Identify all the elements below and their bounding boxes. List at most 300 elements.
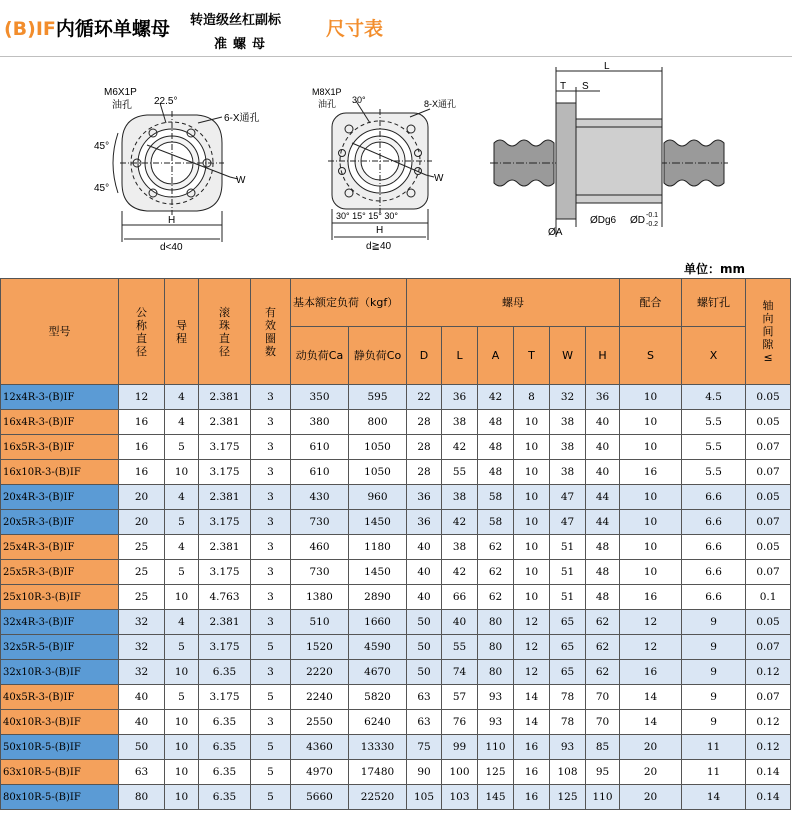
cell-clearance: 0.07 xyxy=(746,685,791,710)
cell-X: 9 xyxy=(682,660,746,685)
cell-X: 11 xyxy=(682,760,746,785)
cell-ball-dia: 2.381 xyxy=(199,610,251,635)
cell-H: 62 xyxy=(586,660,620,685)
cell-A: 48 xyxy=(478,435,514,460)
cell-X: 5.5 xyxy=(682,435,746,460)
cell-model: 40x10R-3-(B)IF xyxy=(1,710,119,735)
header-nominal-dia-text: 公称直径 xyxy=(136,305,147,358)
cell-clearance: 0.1 xyxy=(746,585,791,610)
cell-model: 25x10R-3-(B)IF xyxy=(1,585,119,610)
cell-model: 12x4R-3-(B)IF xyxy=(1,385,119,410)
cell-S: 16 xyxy=(620,585,682,610)
header-W: W xyxy=(550,327,586,385)
cell-ball-dia: 3.175 xyxy=(199,685,251,710)
cell-ball-dia: 4.763 xyxy=(199,585,251,610)
cell-A: 93 xyxy=(478,710,514,735)
cell-nominal-dia: 40 xyxy=(119,710,165,735)
cell-L: 103 xyxy=(442,785,478,810)
cell-S: 10 xyxy=(620,535,682,560)
cell-dyn-load: 1380 xyxy=(291,585,349,610)
cell-ball-dia: 2.381 xyxy=(199,410,251,435)
cell-D: 36 xyxy=(407,510,442,535)
cell-nominal-dia: 16 xyxy=(119,460,165,485)
cell-nominal-dia: 32 xyxy=(119,610,165,635)
cell-S: 10 xyxy=(620,435,682,460)
spec-table xyxy=(0,278,791,810)
cell-T: 8 xyxy=(514,385,550,410)
cell-lead: 4 xyxy=(165,535,199,560)
cell-nominal-dia: 32 xyxy=(119,635,165,660)
cell-D: 90 xyxy=(407,760,442,785)
cell-L: 57 xyxy=(442,685,478,710)
cell-turns: 3 xyxy=(251,710,291,735)
header-H: H xyxy=(586,327,620,385)
cell-stat-load: 960 xyxy=(349,485,407,510)
cell-turns: 5 xyxy=(251,735,291,760)
side-tol-lower: -0.2 xyxy=(646,221,659,228)
cell-X: 9 xyxy=(682,610,746,635)
cell-X: 4.5 xyxy=(682,385,746,410)
cell-H: 95 xyxy=(586,760,620,785)
cell-dyn-load: 2550 xyxy=(291,710,349,735)
cell-clearance: 0.05 xyxy=(746,410,791,435)
cell-model: 50x10R-5-(B)IF xyxy=(1,735,119,760)
cell-stat-load: 4670 xyxy=(349,660,407,685)
header-D: D xyxy=(407,327,442,385)
cell-S: 12 xyxy=(620,635,682,660)
cell-lead: 4 xyxy=(165,410,199,435)
cell-L: 42 xyxy=(442,560,478,585)
cell-X: 9 xyxy=(682,685,746,710)
cell-X: 6.6 xyxy=(682,535,746,560)
cell-L: 76 xyxy=(442,710,478,735)
cell-turns: 3 xyxy=(251,510,291,535)
cell-turns: 5 xyxy=(251,760,291,785)
cell-model: 32x10R-3-(B)IF xyxy=(1,660,119,685)
side-t-label: T xyxy=(560,81,567,92)
cell-D: 40 xyxy=(407,585,442,610)
cell-S: 10 xyxy=(620,410,682,435)
cell-T: 12 xyxy=(514,660,550,685)
cell-stat-load: 4590 xyxy=(349,635,407,660)
spec-table-body xyxy=(1,385,791,810)
header-stat-load: 静负荷Co xyxy=(349,327,407,385)
cell-dyn-load: 430 xyxy=(291,485,349,510)
cell-S: 16 xyxy=(620,460,682,485)
cell-lead: 10 xyxy=(165,660,199,685)
cell-H: 62 xyxy=(586,635,620,660)
cell-ball-dia: 3.175 xyxy=(199,510,251,535)
cell-stat-load: 5820 xyxy=(349,685,407,710)
cell-H: 70 xyxy=(586,710,620,735)
cell-H: 44 xyxy=(586,485,620,510)
cell-S: 20 xyxy=(620,735,682,760)
cell-S: 12 xyxy=(620,610,682,635)
cell-H: 48 xyxy=(586,585,620,610)
cell-H: 40 xyxy=(586,410,620,435)
cell-stat-load: 1450 xyxy=(349,510,407,535)
cell-dyn-load: 350 xyxy=(291,385,349,410)
cell-ball-dia: 6.35 xyxy=(199,735,251,760)
cell-stat-load: 13330 xyxy=(349,735,407,760)
cell-lead: 5 xyxy=(165,435,199,460)
cell-dyn-load: 2240 xyxy=(291,685,349,710)
cell-S: 10 xyxy=(620,510,682,535)
cell-nominal-dia: 32 xyxy=(119,660,165,685)
cell-S: 14 xyxy=(620,685,682,710)
cell-T: 10 xyxy=(514,410,550,435)
cell-stat-load: 6240 xyxy=(349,710,407,735)
cell-L: 38 xyxy=(442,535,478,560)
cell-ball-dia: 2.381 xyxy=(199,485,251,510)
cell-D: 36 xyxy=(407,485,442,510)
cell-D: 63 xyxy=(407,685,442,710)
cell-clearance: 0.05 xyxy=(746,485,791,510)
cell-W: 38 xyxy=(550,435,586,460)
cell-clearance: 0.07 xyxy=(746,460,791,485)
cell-D: 50 xyxy=(407,660,442,685)
cell-clearance: 0.12 xyxy=(746,710,791,735)
cell-L: 40 xyxy=(442,610,478,635)
cell-H: 85 xyxy=(586,735,620,760)
table-row xyxy=(1,485,791,510)
table-row xyxy=(1,760,791,785)
table-row xyxy=(1,735,791,760)
header-ball-dia xyxy=(199,279,251,385)
cell-A: 110 xyxy=(478,735,514,760)
cell-W: 65 xyxy=(550,660,586,685)
cell-lead: 10 xyxy=(165,710,199,735)
cell-H: 62 xyxy=(586,610,620,635)
middle-thread-label: M8X1P xyxy=(312,87,342,97)
cell-D: 50 xyxy=(407,610,442,635)
cell-D: 28 xyxy=(407,460,442,485)
cell-ball-dia: 3.175 xyxy=(199,635,251,660)
header-model: 型号 xyxy=(1,279,119,385)
side-a-label: ØA xyxy=(548,227,563,238)
cell-T: 14 xyxy=(514,710,550,735)
cell-S: 10 xyxy=(620,485,682,510)
cell-turns: 3 xyxy=(251,660,291,685)
table-row xyxy=(1,385,791,410)
cell-S: 10 xyxy=(620,560,682,585)
cell-H: 44 xyxy=(586,510,620,535)
cell-L: 66 xyxy=(442,585,478,610)
cell-T: 16 xyxy=(514,785,550,810)
side-dg6-label: ØDg6 xyxy=(590,215,617,226)
title-main-text: 内循环单螺母 xyxy=(55,18,170,40)
cell-X: 6.6 xyxy=(682,585,746,610)
cell-nominal-dia: 50 xyxy=(119,735,165,760)
cell-clearance: 0.14 xyxy=(746,760,791,785)
middle-h-label: H xyxy=(376,225,384,236)
header-lead-text: 导程 xyxy=(176,318,187,345)
header-load: 基本额定负荷（kgf） xyxy=(291,279,407,327)
cell-stat-load: 1050 xyxy=(349,460,407,485)
cell-ball-dia: 6.35 xyxy=(199,710,251,735)
cell-model: 25x4R-3-(B)IF xyxy=(1,535,119,560)
cell-X: 6.6 xyxy=(682,560,746,585)
header-fit: 配合 xyxy=(620,279,682,327)
left-w-label: W xyxy=(236,175,246,186)
cell-W: 38 xyxy=(550,410,586,435)
table-row xyxy=(1,585,791,610)
cell-H: 110 xyxy=(586,785,620,810)
left-angle-45a: 45° xyxy=(94,141,110,152)
cell-W: 32 xyxy=(550,385,586,410)
table-row xyxy=(1,435,791,460)
cell-T: 10 xyxy=(514,460,550,485)
cell-dyn-load: 730 xyxy=(291,510,349,535)
cell-L: 36 xyxy=(442,385,478,410)
cell-lead: 10 xyxy=(165,735,199,760)
cell-L: 38 xyxy=(442,410,478,435)
cell-dyn-load: 510 xyxy=(291,610,349,635)
left-angle-top: 22.5° xyxy=(154,96,178,107)
cell-lead: 10 xyxy=(165,585,199,610)
unit-label: 单位：mm xyxy=(684,262,746,276)
cell-W: 93 xyxy=(550,735,586,760)
left-d-label: d<40 xyxy=(160,242,183,253)
left-h-label: H xyxy=(168,215,176,226)
cell-H: 40 xyxy=(586,435,620,460)
left-angle-45b: 45° xyxy=(94,183,110,194)
cell-stat-load: 2890 xyxy=(349,585,407,610)
header-clearance xyxy=(746,279,791,385)
header-screw-hole: 螺钉孔 xyxy=(682,279,746,327)
cell-dyn-load: 460 xyxy=(291,535,349,560)
cell-model: 16x4R-3-(B)IF xyxy=(1,410,119,435)
cell-D: 63 xyxy=(407,710,442,735)
cell-A: 62 xyxy=(478,535,514,560)
cell-ball-dia: 2.381 xyxy=(199,535,251,560)
cell-H: 48 xyxy=(586,560,620,585)
cell-turns: 3 xyxy=(251,460,291,485)
cell-ball-dia: 6.35 xyxy=(199,785,251,810)
cell-A: 58 xyxy=(478,485,514,510)
header-L: L xyxy=(442,327,478,385)
cell-H: 48 xyxy=(586,535,620,560)
cell-W: 51 xyxy=(550,535,586,560)
cell-turns: 3 xyxy=(251,410,291,435)
cell-lead: 4 xyxy=(165,610,199,635)
table-row xyxy=(1,560,791,585)
left-holes-label: 6-X通孔 xyxy=(224,113,260,124)
left-thread-label: M6X1P xyxy=(104,87,137,98)
cell-stat-load: 1180 xyxy=(349,535,407,560)
cell-clearance: 0.07 xyxy=(746,435,791,460)
cell-X: 5.5 xyxy=(682,460,746,485)
cell-stat-load: 595 xyxy=(349,385,407,410)
header-turns-text: 有效圈数 xyxy=(265,305,276,358)
cell-stat-load: 22520 xyxy=(349,785,407,810)
cell-dyn-load: 610 xyxy=(291,435,349,460)
cell-L: 74 xyxy=(442,660,478,685)
cell-A: 145 xyxy=(478,785,514,810)
cell-model: 16x10R-3-(B)IF xyxy=(1,460,119,485)
cell-D: 105 xyxy=(407,785,442,810)
cell-clearance: 0.12 xyxy=(746,735,791,760)
side-tol-upper: -0.1 xyxy=(646,212,659,219)
cell-H: 40 xyxy=(586,460,620,485)
table-row xyxy=(1,460,791,485)
cell-L: 42 xyxy=(442,435,478,460)
cell-nominal-dia: 16 xyxy=(119,410,165,435)
table-row xyxy=(1,510,791,535)
cell-stat-load: 17480 xyxy=(349,760,407,785)
cell-T: 14 xyxy=(514,685,550,710)
cell-T: 10 xyxy=(514,585,550,610)
cell-turns: 3 xyxy=(251,535,291,560)
header-S: S xyxy=(620,327,682,385)
cell-model: 16x5R-3-(B)IF xyxy=(1,435,119,460)
table-row xyxy=(1,410,791,435)
cell-lead: 10 xyxy=(165,785,199,810)
cell-nominal-dia: 25 xyxy=(119,535,165,560)
cell-H: 36 xyxy=(586,385,620,410)
cell-L: 38 xyxy=(442,485,478,510)
cell-stat-load: 1050 xyxy=(349,435,407,460)
table-row xyxy=(1,785,791,810)
cell-W: 65 xyxy=(550,610,586,635)
header-A: A xyxy=(478,327,514,385)
cell-D: 28 xyxy=(407,410,442,435)
cell-nominal-dia: 25 xyxy=(119,585,165,610)
cell-model: 32x5R-5-(B)IF xyxy=(1,635,119,660)
left-oil-label: 油孔 xyxy=(112,100,132,111)
cell-dyn-load: 4360 xyxy=(291,735,349,760)
header-nominal-dia xyxy=(119,279,165,385)
page-title xyxy=(4,14,170,41)
cell-dyn-load: 5660 xyxy=(291,785,349,810)
cell-model: 80x10R-5-(B)IF xyxy=(1,785,119,810)
cell-model: 20x5R-3-(B)IF xyxy=(1,510,119,535)
cell-ball-dia: 3.175 xyxy=(199,435,251,460)
cell-turns: 3 xyxy=(251,435,291,460)
cell-clearance: 0.14 xyxy=(746,785,791,810)
cell-D: 28 xyxy=(407,435,442,460)
cell-W: 65 xyxy=(550,635,586,660)
table-row xyxy=(1,610,791,635)
cell-clearance: 0.05 xyxy=(746,385,791,410)
cell-lead: 4 xyxy=(165,385,199,410)
cell-turns: 5 xyxy=(251,785,291,810)
technical-drawing xyxy=(0,56,792,278)
table-row xyxy=(1,685,791,710)
title-prefix: (B)IF xyxy=(4,18,56,40)
header-dyn-load: 动负荷Ca xyxy=(291,327,349,385)
cell-T: 16 xyxy=(514,735,550,760)
cell-dyn-load: 2220 xyxy=(291,660,349,685)
header-X: X xyxy=(682,327,746,385)
cell-A: 93 xyxy=(478,685,514,710)
cell-S: 20 xyxy=(620,760,682,785)
cell-lead: 5 xyxy=(165,560,199,585)
table-row xyxy=(1,660,791,685)
middle-d-label: d≧40 xyxy=(366,241,392,252)
cell-A: 62 xyxy=(478,585,514,610)
cell-L: 99 xyxy=(442,735,478,760)
table-row xyxy=(1,710,791,735)
cell-dyn-load: 4970 xyxy=(291,760,349,785)
header-clearance-text: 轴向间隙≤ xyxy=(762,299,774,364)
cell-clearance: 0.07 xyxy=(746,635,791,660)
cell-nominal-dia: 12 xyxy=(119,385,165,410)
cell-clearance: 0.07 xyxy=(746,510,791,535)
cell-W: 47 xyxy=(550,510,586,535)
cell-X: 14 xyxy=(682,785,746,810)
cell-clearance: 0.05 xyxy=(746,610,791,635)
cell-X: 5.5 xyxy=(682,410,746,435)
cell-X: 6.6 xyxy=(682,510,746,535)
cell-nominal-dia: 40 xyxy=(119,685,165,710)
cell-lead: 4 xyxy=(165,485,199,510)
cell-model: 63x10R-5-(B)IF xyxy=(1,760,119,785)
left-flange-view xyxy=(113,103,238,242)
cell-model: 32x4R-3-(B)IF xyxy=(1,610,119,635)
cell-turns: 3 xyxy=(251,485,291,510)
cell-nominal-dia: 25 xyxy=(119,560,165,585)
cell-A: 125 xyxy=(478,760,514,785)
cell-L: 55 xyxy=(442,635,478,660)
cell-A: 80 xyxy=(478,610,514,635)
cell-X: 9 xyxy=(682,635,746,660)
cell-turns: 5 xyxy=(251,635,291,660)
cell-W: 38 xyxy=(550,460,586,485)
cell-W: 51 xyxy=(550,585,586,610)
cell-dyn-load: 730 xyxy=(291,560,349,585)
size-table-title: 尺寸表 xyxy=(326,18,384,40)
cell-lead: 5 xyxy=(165,685,199,710)
side-s-label: S xyxy=(582,81,589,92)
cell-clearance: 0.07 xyxy=(746,560,791,585)
cell-dyn-load: 380 xyxy=(291,410,349,435)
cell-D: 40 xyxy=(407,535,442,560)
cell-nominal-dia: 80 xyxy=(119,785,165,810)
cell-X: 6.6 xyxy=(682,485,746,510)
header-turns xyxy=(251,279,291,385)
cell-turns: 3 xyxy=(251,610,291,635)
cell-turns: 3 xyxy=(251,385,291,410)
cell-S: 16 xyxy=(620,660,682,685)
side-l-label: L xyxy=(604,61,610,72)
cell-clearance: 0.12 xyxy=(746,660,791,685)
cell-lead: 10 xyxy=(165,460,199,485)
cell-T: 10 xyxy=(514,535,550,560)
cell-W: 78 xyxy=(550,710,586,735)
cell-T: 10 xyxy=(514,510,550,535)
cell-turns: 3 xyxy=(251,560,291,585)
cell-X: 9 xyxy=(682,710,746,735)
side-view xyxy=(490,67,728,237)
middle-w-label: W xyxy=(434,173,444,184)
middle-holes-label: 8-X通孔 xyxy=(424,99,457,109)
cell-T: 10 xyxy=(514,485,550,510)
cell-ball-dia: 3.175 xyxy=(199,460,251,485)
cell-nominal-dia: 20 xyxy=(119,510,165,535)
middle-angle-top: 30° xyxy=(352,95,366,105)
cell-dyn-load: 1520 xyxy=(291,635,349,660)
cell-D: 75 xyxy=(407,735,442,760)
cell-ball-dia: 2.381 xyxy=(199,385,251,410)
cell-W: 125 xyxy=(550,785,586,810)
cell-T: 12 xyxy=(514,610,550,635)
cell-lead: 5 xyxy=(165,635,199,660)
cell-ball-dia: 3.175 xyxy=(199,560,251,585)
cell-model: 20x4R-3-(B)IF xyxy=(1,485,119,510)
cell-D: 40 xyxy=(407,560,442,585)
cell-lead: 10 xyxy=(165,760,199,785)
